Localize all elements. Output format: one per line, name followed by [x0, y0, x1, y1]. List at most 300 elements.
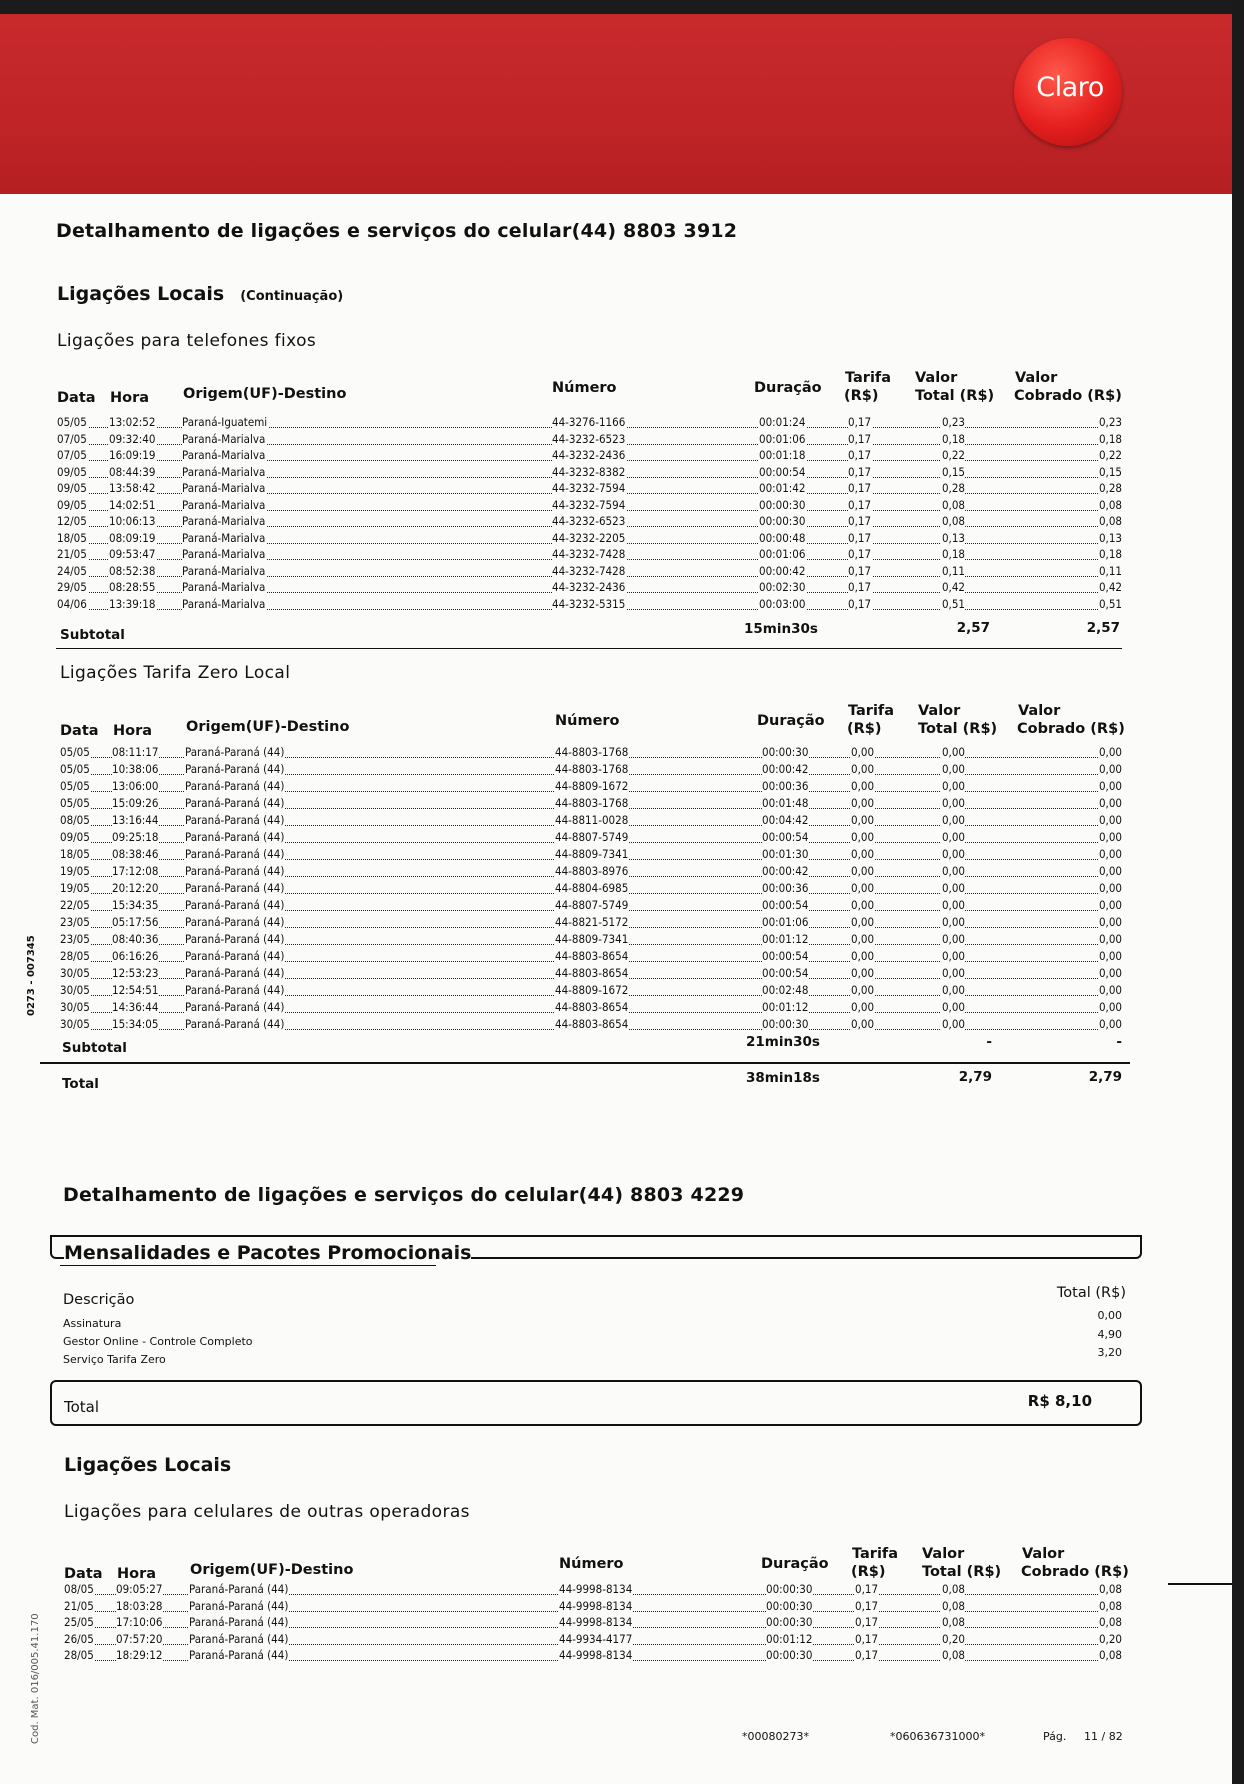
cell-duration: 00:00:36: [762, 779, 809, 793]
cell-origin-destination: Paraná-Paraná (44): [189, 1615, 289, 1629]
tarifazero-title: Ligações Tarifa Zero Local: [60, 663, 291, 683]
cell-number: 44-3232-7428: [552, 564, 626, 578]
tarifazero-subtotal-label: Subtotal: [62, 1040, 127, 1056]
cell-origin-destination: Paraná-Paraná (44): [185, 949, 285, 963]
cell-time: 18:03:28: [116, 1599, 163, 1613]
cell-cobrado: 0,23: [1098, 415, 1122, 429]
cell-number: 44-8803-1768: [555, 745, 629, 759]
cell-total: 0,00: [941, 864, 965, 878]
cell-date: 08/05: [64, 1582, 94, 1596]
cell-origin-destination: Paraná-Iguatemi: [182, 415, 268, 429]
col-header-vt2: Total (R$): [922, 1564, 1002, 1580]
tarifazero-row: [60, 983, 1122, 1000]
total-divider: [40, 1062, 1130, 1064]
cell-date: 05/05: [60, 779, 90, 793]
cell-time: 07:57:20: [116, 1632, 163, 1646]
section2-group-title: Ligações Locais: [64, 1454, 232, 1476]
cell-total: 0,08: [941, 1648, 965, 1662]
cell-date: 23/05: [60, 915, 90, 929]
cell-duration: 00:00:48: [759, 531, 806, 545]
cell-rate: 0,17: [855, 1582, 879, 1596]
col-header-tarifa1: Tarifa: [848, 703, 895, 719]
cell-number: 44-9998-8134: [559, 1648, 633, 1662]
cell-duration: 00:00:54: [762, 949, 809, 963]
cell-number: 44-3232-7594: [552, 481, 626, 495]
cell-date: 23/05: [60, 932, 90, 946]
fixos-row: [57, 564, 1122, 581]
cell-number: 44-8803-8654: [555, 1017, 629, 1031]
group-note: (Continuação): [240, 289, 344, 304]
col-header-duracao: Duração: [761, 1556, 829, 1572]
cell-cobrado: 0,13: [1098, 531, 1122, 545]
cell-origin-destination: Paraná-Paraná (44): [185, 898, 285, 912]
cell-origin-destination: Paraná-Paraná (44): [185, 864, 285, 878]
col-header-vc1: Valor: [1022, 1546, 1065, 1562]
cell-time: 15:09:26: [112, 796, 159, 810]
fixos-row: [57, 498, 1122, 515]
cell-duration: 00:00:42: [762, 762, 809, 776]
mens-item-3-label: Serviço Tarifa Zero: [63, 1353, 166, 1366]
cell-cobrado: 0,00: [1098, 864, 1122, 878]
cell-origin-destination: Paraná-Marialva: [182, 465, 266, 479]
cell-rate: 0,00: [851, 966, 875, 980]
cell-time: 10:38:06: [112, 762, 159, 776]
cell-total: 0,23: [941, 415, 965, 429]
cell-total: 0,22: [941, 448, 965, 462]
cell-rate: 0,17: [848, 415, 872, 429]
tarifazero-row: [60, 881, 1122, 898]
cell-time: 17:10:06: [116, 1615, 163, 1629]
cell-duration: 00:00:30: [766, 1582, 813, 1596]
cell-date: 30/05: [60, 1000, 90, 1014]
cell-origin-destination: Paraná-Marialva: [182, 531, 266, 545]
col-header-origem: Origem(UF)-Destino: [186, 719, 350, 735]
cell-rate: 0,00: [851, 779, 875, 793]
cell-rate: 0,17: [855, 1599, 879, 1613]
fixos-row: [57, 481, 1122, 498]
cell-rate: 0,17: [855, 1615, 879, 1629]
cell-origin-destination: Paraná-Paraná (44): [189, 1599, 289, 1613]
section1-title: Detalhamento de ligações e serviços do celular(44) 8803 3912: [56, 220, 738, 242]
cell-total: 0,00: [941, 847, 965, 861]
cell-time: 14:02:51: [109, 498, 156, 512]
cell-number: 44-8811-0028: [555, 813, 629, 827]
cell-origin-destination: Paraná-Paraná (44): [185, 745, 285, 759]
cell-rate: 0,00: [851, 881, 875, 895]
col-header-data: Data: [64, 1566, 103, 1582]
cell-number: 44-8807-5749: [555, 898, 629, 912]
cell-origin-destination: Paraná-Paraná (44): [185, 881, 285, 895]
cell-number: 44-3232-2436: [552, 448, 626, 462]
cell-cobrado: 0,11: [1098, 564, 1122, 578]
cell-number: 44-3232-6523: [552, 432, 626, 446]
cell-duration: 00:01:06: [759, 547, 806, 561]
cell-number: 44-9998-8134: [559, 1615, 633, 1629]
claro-logo: [1014, 38, 1122, 146]
tarifazero-row: [60, 932, 1122, 949]
cell-total: 0,18: [941, 432, 965, 446]
footer-page-number: 11 / 82: [1084, 1730, 1123, 1743]
tarifazero-row: [60, 864, 1122, 881]
cell-date: 26/05: [64, 1632, 94, 1646]
cell-origin-destination: Paraná-Paraná (44): [185, 983, 285, 997]
celulares-row: [64, 1582, 1122, 1599]
col-header-vc2: Cobrado (R$): [1021, 1564, 1129, 1580]
cell-total: 0,20: [941, 1632, 965, 1646]
fixos-row: [57, 531, 1122, 548]
cell-rate: 0,00: [851, 898, 875, 912]
cell-origin-destination: Paraná-Marialva: [182, 432, 266, 446]
col-header-origem: Origem(UF)-Destino: [183, 386, 347, 402]
cell-total: 0,15: [941, 465, 965, 479]
cell-duration: 00:01:24: [759, 415, 806, 429]
cell-date: 21/05: [64, 1599, 94, 1613]
section2-title: Detalhamento de ligações e serviços do celular(44) 8803 4229: [63, 1184, 745, 1206]
cell-origin-destination: Paraná-Marialva: [182, 481, 266, 495]
fixos-subtotal-duration: 15min30s: [744, 621, 818, 637]
cell-date: 05/05: [57, 415, 87, 429]
col-header-numero: Número: [555, 713, 620, 729]
cell-number: 44-8821-5172: [555, 915, 629, 929]
cell-rate: 0,17: [848, 514, 872, 528]
cell-duration: 00:01:42: [759, 481, 806, 495]
col-header-vt2: Total (R$): [918, 721, 998, 737]
cell-origin-destination: Paraná-Marialva: [182, 514, 266, 528]
col-header-vt1: Valor: [922, 1546, 965, 1562]
celulares-row: [64, 1648, 1122, 1665]
cell-rate: 0,17: [848, 432, 872, 446]
cell-rate: 0,00: [851, 830, 875, 844]
cell-date: 04/06: [57, 597, 87, 611]
celulares-row: [64, 1599, 1122, 1616]
cell-origin-destination: Paraná-Marialva: [182, 448, 266, 462]
cell-total: 0,13: [941, 531, 965, 545]
cell-date: 28/05: [64, 1648, 94, 1662]
col-header-vc2: Cobrado (R$): [1014, 388, 1122, 404]
cell-total: 0,00: [941, 915, 965, 929]
fixos-row: [57, 448, 1122, 465]
cell-cobrado: 0,00: [1098, 966, 1122, 980]
cell-origin-destination: Paraná-Marialva: [182, 597, 266, 611]
mensalidades-total-value: R$ 8,10: [1027, 1392, 1092, 1410]
cell-total: 0,00: [941, 813, 965, 827]
cell-time: 13:58:42: [109, 481, 156, 495]
cell-rate: 0,00: [851, 813, 875, 827]
cell-date: 29/05: [57, 580, 87, 594]
col-header-tarifa1: Tarifa: [845, 370, 892, 386]
cell-rate: 0,00: [851, 762, 875, 776]
cell-total: 0,18: [941, 547, 965, 561]
cell-cobrado: 0,51: [1098, 597, 1122, 611]
cell-number: 44-9934-4177: [559, 1632, 633, 1646]
tarifazero-row: [60, 779, 1122, 796]
cell-date: 25/05: [64, 1615, 94, 1629]
mens-item-2-value: 4,90: [1097, 1328, 1122, 1341]
cell-time: 16:09:19: [109, 448, 156, 462]
col-header-hora: Hora: [113, 723, 153, 739]
cell-time: 08:38:46: [112, 847, 159, 861]
cell-time: 08:09:19: [109, 531, 156, 545]
cell-rate: 0,17: [848, 481, 872, 495]
fixos-row: [57, 514, 1122, 531]
cell-date: 21/05: [57, 547, 87, 561]
cell-rate: 0,17: [848, 580, 872, 594]
edge-mark: [1168, 1583, 1232, 1585]
fixos-row: [57, 415, 1122, 432]
cell-total: 0,51: [941, 597, 965, 611]
mens-item-1-label: Assinatura: [63, 1317, 122, 1330]
fixos-subtotal-label: Subtotal: [60, 627, 125, 643]
cell-date: 30/05: [60, 1017, 90, 1031]
cell-date: 07/05: [57, 448, 87, 462]
cell-rate: 0,00: [851, 1000, 875, 1014]
cell-origin-destination: Paraná-Paraná (44): [185, 966, 285, 980]
cell-time: 18:29:12: [116, 1648, 163, 1662]
cell-duration: 00:00:54: [762, 898, 809, 912]
cell-cobrado: 0,08: [1098, 1582, 1122, 1596]
tarifazero-row: [60, 796, 1122, 813]
cell-date: 09/05: [57, 481, 87, 495]
cell-origin-destination: Paraná-Marialva: [182, 498, 266, 512]
fixos-subtotal-cobrado: 2,57: [1086, 620, 1120, 636]
celulares-row: [64, 1615, 1122, 1632]
cell-total: 0,00: [941, 898, 965, 912]
cell-date: 05/05: [60, 745, 90, 759]
side-code-1: 0273 - 007345: [26, 935, 37, 1016]
cell-rate: 0,17: [848, 531, 872, 545]
cell-cobrado: 0,18: [1098, 432, 1122, 446]
cell-rate: 0,17: [848, 448, 872, 462]
mens-item-3-value: 3,20: [1097, 1346, 1122, 1359]
cell-origin-destination: Paraná-Paraná (44): [185, 1017, 285, 1031]
celulares-title: Ligações para celulares de outras operadoras: [64, 1502, 470, 1522]
cell-duration: 00:00:42: [759, 564, 806, 578]
cell-origin-destination: Paraná-Paraná (44): [185, 796, 285, 810]
cell-cobrado: 0,00: [1098, 762, 1122, 776]
cell-total: 0,08: [941, 498, 965, 512]
cell-time: 13:39:18: [109, 597, 156, 611]
celulares-row: [64, 1632, 1122, 1649]
cell-duration: 00:04:42: [762, 813, 809, 827]
cell-date: 09/05: [57, 465, 87, 479]
cell-origin-destination: Paraná-Marialva: [182, 580, 266, 594]
cell-time: 06:16:26: [112, 949, 159, 963]
cell-number: 44-8803-8654: [555, 1000, 629, 1014]
col-header-duracao: Duração: [757, 713, 825, 729]
cell-rate: 0,00: [851, 983, 875, 997]
tarifazero-row: [60, 813, 1122, 830]
cell-duration: 00:00:30: [766, 1648, 813, 1662]
cell-total: 0,00: [941, 1017, 965, 1031]
cell-number: 44-8809-7341: [555, 932, 629, 946]
cell-time: 09:32:40: [109, 432, 156, 446]
cell-duration: 00:00:54: [762, 830, 809, 844]
cell-duration: 00:00:30: [762, 745, 809, 759]
cell-total: 0,00: [941, 779, 965, 793]
cell-time: 08:11:17: [112, 745, 159, 759]
cell-total: 0,00: [941, 762, 965, 776]
cell-time: 09:25:18: [112, 830, 159, 844]
cell-cobrado: 0,42: [1098, 580, 1122, 594]
logo-text: Claro: [1036, 72, 1104, 103]
cell-origin-destination: Paraná-Marialva: [182, 547, 266, 561]
section1-total-duration: 38min18s: [746, 1070, 820, 1086]
cell-number: 44-3232-2205: [552, 531, 626, 545]
cell-cobrado: 0,00: [1098, 1000, 1122, 1014]
cell-duration: 00:02:48: [762, 983, 809, 997]
cell-total: 0,42: [941, 580, 965, 594]
section1-total-total: 2,79: [958, 1069, 992, 1085]
footer-code-2: *060636731000*: [890, 1730, 985, 1743]
col-header-vt2: Total (R$): [915, 388, 995, 404]
cell-cobrado: 0,08: [1098, 1648, 1122, 1662]
section1-total-cobrado: 2,79: [1088, 1069, 1122, 1085]
cell-rate: 0,00: [851, 1017, 875, 1031]
cell-time: 09:53:47: [109, 547, 156, 561]
cell-duration: 00:01:48: [762, 796, 809, 810]
tarifazero-row: [60, 745, 1122, 762]
cell-total: 0,08: [941, 514, 965, 528]
col-header-tarifa2: (R$): [851, 1564, 886, 1580]
cell-cobrado: 0,00: [1098, 898, 1122, 912]
cell-cobrado: 0,08: [1098, 1615, 1122, 1629]
cell-time: 15:34:35: [112, 898, 159, 912]
cell-total: 0,08: [941, 1582, 965, 1596]
cell-number: 44-8803-8976: [555, 864, 629, 878]
cell-total: 0,00: [941, 796, 965, 810]
cell-cobrado: 0,00: [1098, 915, 1122, 929]
cell-cobrado: 0,00: [1098, 949, 1122, 963]
mensalidades-title: Mensalidades e Pacotes Promocionais: [64, 1242, 472, 1264]
col-header-numero: Número: [559, 1556, 624, 1572]
cell-cobrado: 0,00: [1098, 881, 1122, 895]
cell-total: 0,00: [941, 881, 965, 895]
cell-cobrado: 0,00: [1098, 779, 1122, 793]
cell-number: 44-8809-7341: [555, 847, 629, 861]
col-header-hora: Hora: [110, 390, 150, 406]
cell-duration: 00:01:12: [762, 932, 809, 946]
cell-date: 09/05: [60, 830, 90, 844]
cell-cobrado: 0,08: [1098, 1599, 1122, 1613]
cell-total: 0,28: [941, 481, 965, 495]
cell-cobrado: 0,08: [1098, 514, 1122, 528]
cell-number: 44-8809-1672: [555, 779, 629, 793]
cell-total: 0,00: [941, 983, 965, 997]
group-title-text: Ligações Locais: [57, 283, 225, 305]
cell-total: 0,00: [941, 830, 965, 844]
col-header-vc1: Valor: [1018, 703, 1061, 719]
col-header-data: Data: [57, 390, 96, 406]
tarifazero-row: [60, 949, 1122, 966]
cell-cobrado: 0,18: [1098, 547, 1122, 561]
section1-group-title: [57, 283, 343, 305]
col-header-tarifa1: Tarifa: [852, 1546, 899, 1562]
footer-page-label: Pág.: [1043, 1730, 1067, 1743]
cell-date: 22/05: [60, 898, 90, 912]
tarifazero-subtotal-total: -: [986, 1034, 992, 1050]
cell-date: 05/05: [60, 796, 90, 810]
cell-origin-destination: Paraná-Paraná (44): [185, 847, 285, 861]
cell-number: 44-8803-1768: [555, 796, 629, 810]
cell-duration: 00:01:06: [762, 915, 809, 929]
cell-cobrado: 0,00: [1098, 830, 1122, 844]
cell-date: 24/05: [57, 564, 87, 578]
cell-time: 10:06:13: [109, 514, 156, 528]
divider: [56, 648, 1122, 649]
cell-rate: 0,17: [848, 498, 872, 512]
cell-duration: 00:01:18: [759, 448, 806, 462]
cell-number: 44-9998-8134: [559, 1599, 633, 1613]
cell-cobrado: 0,00: [1098, 847, 1122, 861]
cell-duration: 00:00:30: [766, 1615, 813, 1629]
mens-item-2-label: Gestor Online - Controle Completo: [63, 1335, 253, 1348]
cell-number: 44-8807-5749: [555, 830, 629, 844]
cell-cobrado: 0,15: [1098, 465, 1122, 479]
cell-rate: 0,00: [851, 847, 875, 861]
cell-number: 44-8804-6985: [555, 881, 629, 895]
cell-date: 30/05: [60, 966, 90, 980]
cell-date: 30/05: [60, 983, 90, 997]
cell-time: 08:52:38: [109, 564, 156, 578]
cell-duration: 00:00:30: [766, 1599, 813, 1613]
cell-origin-destination: Paraná-Paraná (44): [189, 1632, 289, 1646]
cell-duration: 00:00:54: [762, 966, 809, 980]
cell-number: 44-3232-7428: [552, 547, 626, 561]
fixos-title: Ligações para telefones fixos: [57, 331, 317, 351]
cell-duration: 00:00:42: [762, 864, 809, 878]
cell-time: 08:40:36: [112, 932, 159, 946]
cell-date: 19/05: [60, 864, 90, 878]
cell-time: 17:12:08: [112, 864, 159, 878]
cell-duration: 00:00:36: [762, 881, 809, 895]
cell-cobrado: 0,20: [1098, 1632, 1122, 1646]
cell-time: 12:53:23: [112, 966, 159, 980]
cell-duration: 00:00:30: [759, 514, 806, 528]
cell-origin-destination: Paraná-Paraná (44): [185, 779, 285, 793]
cell-duration: 00:00:54: [759, 465, 806, 479]
cell-total: 0,00: [941, 745, 965, 759]
cell-duration: 00:01:30: [762, 847, 809, 861]
cell-time: 13:16:44: [112, 813, 159, 827]
cell-duration: 00:01:12: [762, 1000, 809, 1014]
cell-cobrado: 0,00: [1098, 983, 1122, 997]
fixos-row: [57, 597, 1122, 614]
cell-number: 44-3232-6523: [552, 514, 626, 528]
cell-rate: 0,00: [851, 915, 875, 929]
cell-rate: 0,00: [851, 949, 875, 963]
cell-number: 44-8803-1768: [555, 762, 629, 776]
descricao-header: Descrição: [63, 1292, 135, 1308]
cell-rate: 0,17: [848, 465, 872, 479]
side-code-2: Cod. Mat. 016/005.41.170: [30, 1613, 41, 1744]
col-header-numero: Número: [552, 380, 617, 396]
cell-cobrado: 0,00: [1098, 1017, 1122, 1031]
tarifazero-subtotal-duration: 21min30s: [746, 1034, 820, 1050]
cell-time: 05:17:56: [112, 915, 159, 929]
col-header-vt1: Valor: [915, 370, 958, 386]
col-header-vc2: Cobrado (R$): [1017, 721, 1125, 737]
cell-number: 44-8803-8654: [555, 966, 629, 980]
top-scan-edge: [0, 0, 1232, 14]
cell-total: 0,08: [941, 1615, 965, 1629]
col-header-duracao: Duração: [754, 380, 822, 396]
cell-cobrado: 0,00: [1098, 745, 1122, 759]
section1-total-label: Total: [62, 1076, 99, 1092]
mensalidades-box-top: [50, 1235, 1140, 1237]
cell-date: 18/05: [57, 531, 87, 545]
cell-total: 0,00: [941, 949, 965, 963]
cell-origin-destination: Paraná-Paraná (44): [185, 813, 285, 827]
